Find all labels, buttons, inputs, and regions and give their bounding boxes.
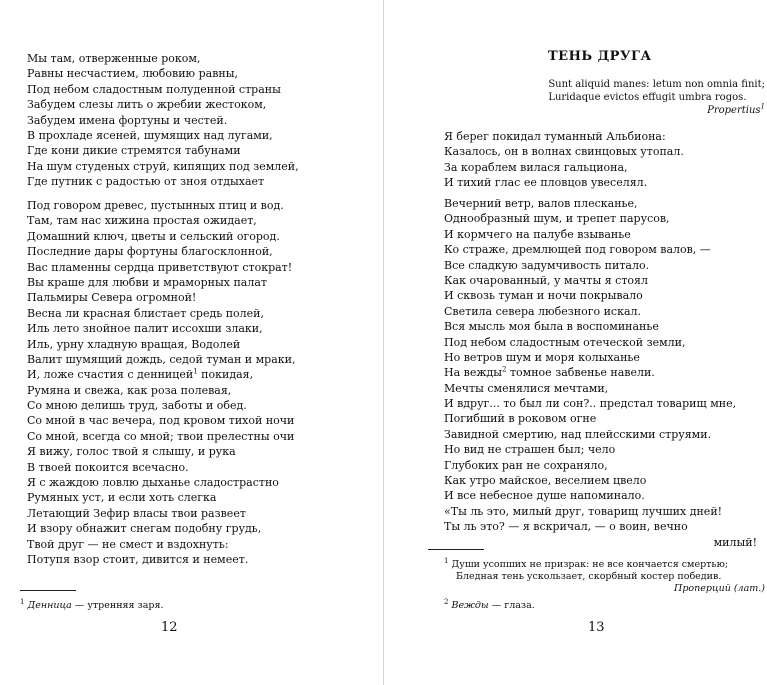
footnote: [20, 597, 164, 612]
verse-line: Иль лето знойное палит иссохши злаки,: [27, 322, 263, 336]
epigraph-line: Sunt aliquid manes: letum non omnia finit;: [548, 79, 765, 90]
page-number: 13: [588, 620, 605, 635]
footnote-1: [444, 556, 765, 595]
footnote-ref: 1: [760, 102, 765, 111]
epigraph-author: Propertius$^1$: [707, 102, 765, 116]
verse-line: Забудем имена фортуны и честей.: [27, 113, 228, 127]
footnote-number: 1: [20, 597, 25, 606]
verse-line: Я вижу, голос твой я слышу, и рука: [27, 445, 236, 459]
verse-line: Но ветров шум и моря колыханье: [444, 350, 640, 364]
verse-line: И взору обнажит снегам подобну грудь,: [27, 522, 262, 536]
verse-line: Вечерний ветр, валов плесканье,: [444, 197, 638, 210]
verse-line: Как очарованный, у мачты я стоял: [444, 273, 648, 287]
footnote-number: 2: [444, 597, 449, 606]
verse-line: Казалось, он в волнах свинцовых утопал.: [444, 145, 684, 159]
verse-text: покидая,: [197, 368, 254, 382]
verse-line: На шум студеных струй, кипящих под землей,: [27, 159, 299, 173]
verse-line: Погибший в роковом огне: [444, 412, 597, 426]
verse-line-footnoted: [27, 367, 295, 382]
verse-line: И сквозь туман и ночи покрывало: [444, 289, 643, 303]
verse-line: Вас пламенны сердца приветствуют стократ!: [27, 260, 293, 274]
verse-line: «Ты ль это, милый друг, товарищ лучших дней!: [444, 504, 723, 518]
verse-line: Все сладкую задумчивость питало.: [444, 258, 650, 272]
verse-line: Ко страже, дремлющей под говором валов, —: [444, 243, 711, 257]
verse-line: Где путник с радостью от зноя отдыхает: [27, 175, 265, 189]
verse-text: И, ложе счастия с денницей: [27, 368, 194, 382]
verse-line: Однообразный шум, и трепет парусов,: [444, 212, 670, 226]
right-stanza-1: [444, 129, 684, 191]
verse-line: Летающий Зефир власы твои развеет: [27, 506, 246, 520]
verse-line: Под небом сладостным полуденной страны: [27, 82, 281, 96]
verse-line: В твоей покоится всечасно.: [27, 460, 189, 474]
verse-line: Со мною делишь труд, заботы и обед.: [27, 399, 247, 413]
footnote-text: — глаза.: [488, 600, 535, 611]
verse-line: Светила севера любезного искал.: [444, 304, 641, 318]
left-stanza-2: [27, 198, 295, 567]
right-page: [444, 0, 767, 685]
verse-line: Потупя взор стоит, дивится и немеет.: [27, 552, 249, 566]
footnote-2: [444, 597, 535, 612]
footnote-term: Вежды: [451, 600, 489, 611]
verse-line: Но вид не страшен был; чело: [444, 443, 616, 457]
verse-line: Забудем слезы лить о жребии жестоком,: [27, 98, 267, 112]
verse-line: Иль, урну хладную вращая, Водолей: [27, 337, 241, 351]
verse-line: Завидной смертию, над плейсскими струями.: [444, 427, 712, 441]
footnote-ref: 1: [193, 367, 198, 376]
footnote-rule: [20, 590, 76, 591]
verse-line: Вы краше для любви и мраморных палат: [27, 275, 267, 289]
verse-text: На вежды: [444, 366, 502, 380]
verse-line: Твой друг — не смест и вздохнуть:: [27, 537, 229, 551]
verse-line-footnoted: [444, 365, 757, 380]
verse-line: Румяных уст, и если хоть слегка: [27, 491, 217, 505]
verse-line: Под небом сладостным отеческой земли,: [444, 335, 686, 349]
footnote-text: — утренняя заря.: [71, 600, 164, 611]
verse-line: И тихий глас ее пловцов увеселял.: [444, 176, 648, 190]
verse-line: Ты ль это? — я вскричал, — о воин, вечно: [444, 520, 688, 534]
right-stanza-2: [444, 196, 757, 550]
verse-line: Последние дары фортуны благосклонной,: [27, 245, 273, 259]
page-gutter: [383, 0, 384, 685]
verse-line: Весна ли красная блистает средь полей,: [27, 306, 265, 320]
verse-line: И все небесное душе напоминало.: [444, 489, 645, 503]
verse-line: Там, там нас хижина простая ожидает,: [27, 214, 257, 228]
poem-title: ТЕНЬ ДРУГА: [548, 49, 652, 64]
verse-line: Под говором древес, пустынных птиц и вод.: [27, 199, 284, 212]
verse-line: Со мной, всегда со мной; твои прелестны очи: [27, 429, 295, 443]
verse-line: В прохладе ясеней, шумящих над лугами,: [27, 128, 273, 142]
verse-line: Мы там, отверженные роком,: [27, 52, 201, 65]
verse-line: И вдруг... то был ли сон?.. предстал товарищ мне,: [444, 397, 737, 411]
verse-line: Глубоких ран не сохраняло,: [444, 458, 608, 472]
epigraph-line: Luridaque evictos effugit umbra rogos.: [548, 92, 747, 103]
verse-line: Пальмиры Севера огромной!: [27, 291, 197, 305]
footnote-author: Проперций (лат.): [674, 583, 765, 594]
verse-line-continuation: милый!: [713, 535, 757, 549]
verse-line: Валит шумящий дождь, седой туман и мраки,: [27, 352, 296, 366]
footnote-line: $^1$ Души усопших не призрак: не все кончается смертью;: [444, 556, 729, 570]
footnote-term: Денница: [27, 600, 72, 611]
verse-line: За кораблем вилася гальциона,: [444, 160, 628, 174]
verse-line: Домашний ключ, цветы и сельский огород.: [27, 229, 280, 243]
verse-line: Мечты сменялися мечтами,: [444, 381, 609, 395]
verse-line: Румяна и свежа, как роза полевая,: [27, 383, 232, 397]
page-number: 12: [161, 620, 178, 635]
verse-line: Я с жаждою ловлю дыханье сладострастно: [27, 476, 279, 490]
footnote-rule: [428, 549, 484, 550]
verse-line: Со мной в час вечера, под кровом тихой ночи: [27, 414, 295, 428]
left-page: [20, 0, 367, 685]
footnote-line: Бледная тень ускользает, скорбный костер победив.: [456, 571, 722, 582]
verse-line: И кормчего на палубе взыванье: [444, 227, 631, 241]
verse-line: Как утро майское, веселием цвело: [444, 474, 647, 488]
verse-line: Где кони дикие стремятся табунами: [27, 144, 241, 158]
verse-line: Равны несчастием, любовию равны,: [27, 67, 238, 81]
verse-line: Вся мысль моя была в воспоминанье: [444, 320, 659, 334]
verse-line: Я берег покидал туманный Альбиона:: [444, 130, 666, 143]
footnote-number: 1: [444, 556, 449, 565]
footnote-ref: 2: [502, 365, 507, 374]
epigraph: [548, 78, 765, 117]
verse-text: томное забвенье навели.: [506, 366, 655, 380]
left-stanza-1: [27, 51, 299, 190]
